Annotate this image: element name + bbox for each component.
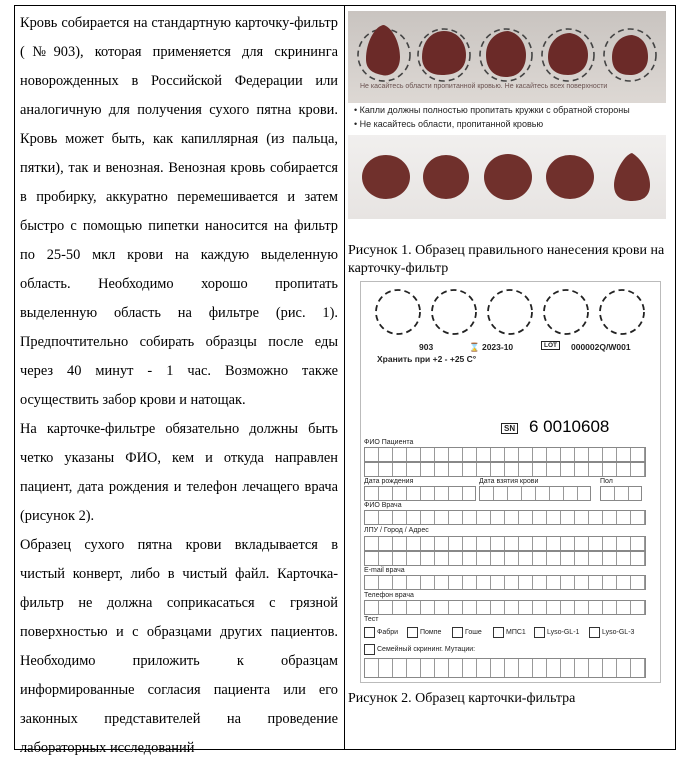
blood-drop <box>486 31 526 77</box>
photo-small-text: Не касайтесь области пропитанной кровью. Не касайтесь всех поверхности <box>360 83 608 90</box>
lot-number: 000002Q/W001 <box>571 342 631 352</box>
filter-card <box>360 281 661 683</box>
test-lyso-gl-3: Lyso-GL-3 <box>602 629 635 636</box>
sn-label: SN <box>501 423 518 434</box>
blood-drop <box>548 33 588 75</box>
label-test: Тест <box>364 616 379 623</box>
card-expiry: ⌛ 2023-10 <box>469 342 514 352</box>
lpu-boxes-2[interactable] <box>364 551 646 566</box>
checkbox-mps1[interactable] <box>493 627 504 638</box>
checkbox-gaucher[interactable] <box>452 627 463 638</box>
test-lyso-gl-1: Lyso-GL-1 <box>547 629 580 636</box>
content-table <box>14 5 676 756</box>
dashed-circle <box>488 290 532 334</box>
patient-boxes-2[interactable] <box>364 462 646 477</box>
blood-spot <box>614 153 650 201</box>
lot-label: LOT <box>541 341 560 350</box>
blood-drop <box>366 25 400 75</box>
card-code: 903 <box>419 342 434 352</box>
sample-date-boxes[interactable] <box>479 486 591 501</box>
test-pompe: Помпе <box>420 629 442 636</box>
blood-spot <box>546 155 594 199</box>
email-boxes[interactable] <box>364 575 646 590</box>
label-email: E-mail врача <box>364 567 405 574</box>
label-lpu: ЛПУ / Город / Адрес <box>364 527 429 534</box>
checkbox-family-screening[interactable] <box>364 644 375 655</box>
blood-spot-photo <box>348 11 666 219</box>
blood-spot <box>484 154 532 200</box>
checkbox-pompe[interactable] <box>407 627 418 638</box>
blood-drop <box>422 31 466 75</box>
test-mps1: МПС1 <box>506 629 526 636</box>
test-gaucher: Гоше <box>465 629 482 636</box>
blood-spot <box>362 155 410 199</box>
figure1-caption: Рисунок 1. Образец правильного нанесения крови на карточку-фильтр <box>348 243 665 276</box>
blood-spot <box>423 155 469 199</box>
storage-note: Хранить при +2 - +25 С° <box>377 354 477 364</box>
family-screening-label: Семейный скрининг. Мутации: <box>377 646 476 653</box>
doctor-boxes[interactable] <box>364 510 646 525</box>
bottom-blood-spots <box>348 135 666 219</box>
phone-boxes[interactable] <box>364 600 646 615</box>
dashed-circle <box>376 290 420 334</box>
hourglass-icon: ⌛ <box>469 342 480 352</box>
paragraph-packaging: Образец сухого пятна крови вкладывается в чистый конверт, либо в чистый файл. Карточка-фильтр не должна соприкасаться с грязной поверхностью и с образцами других пациентов. Необходимо приложить к образцам информированные согласия пациента или его законных представителей на проведение лабораторных исследований <box>20 537 338 756</box>
figure2-caption: Рисунок 2. Образец карточки-фильтра <box>348 691 576 706</box>
photo-bottom-strip <box>348 135 666 219</box>
label-sample-date: Дата взятия крови <box>479 478 539 485</box>
label-phone: Телефон врача <box>364 592 414 599</box>
checkbox-lyso-gl-3[interactable] <box>589 627 600 638</box>
birth-boxes[interactable] <box>364 486 476 501</box>
label-birth: Дата рождения <box>364 478 414 485</box>
patient-boxes[interactable] <box>364 447 646 462</box>
column-divider <box>344 6 345 749</box>
serial-number: 6 0010608 <box>529 417 610 436</box>
label-sex: Пол <box>600 478 613 485</box>
lpu-boxes[interactable] <box>364 536 646 551</box>
mutation-boxes[interactable] <box>364 658 646 678</box>
card-circles <box>361 282 660 342</box>
instructions-text <box>20 9 338 763</box>
test-fabry: Фабри <box>377 629 399 636</box>
photo-notes <box>348 103 666 135</box>
dashed-circle <box>600 290 644 334</box>
checkbox-fabry[interactable] <box>364 627 375 638</box>
dashed-circle <box>432 290 476 334</box>
dashed-circle <box>544 290 588 334</box>
paragraph-card-info: На карточке-фильтре обязательно должны быть четко указаны ФИО, кем и откуда направлен пациент, дата рождения и телефон лечащего врача (рисунок 2). <box>20 421 338 524</box>
checkbox-lyso-gl-1[interactable] <box>534 627 545 638</box>
label-patient: ФИО Пациента <box>364 439 414 446</box>
note-bullet: • Капли должны полностью пропитать кружки с обратной стороны <box>354 105 630 115</box>
label-doctor: ФИО Врача <box>364 502 402 509</box>
blood-drop <box>612 35 648 75</box>
paragraph-collection: Кровь собирается на стандартную карточку-фильтр (№903), которая применяется для скрининга новорожденных в Российской Федерации или аналогичную для получения сухого пятна крови. Кровь может быть, как капиллярная (из пальца, пятки), так и венозная. Венозная кровь собирается в пробирку, аккуратно перемешивается и затем быстро с помощью пипетки наносится на фильтр по 25-50 мкл крови на каждую выделенную область. Необходимо хорошо пропитать выделенную область на фильтре (рис. 1). Предпочтительно собирать образцы после еды через 40 минут - 1 час. Возможно также осуществить забор крови и натощак. <box>20 15 338 408</box>
sex-boxes[interactable] <box>600 486 642 501</box>
note-bullet: • Не касайтесь области, пропитанной кровью <box>354 119 544 129</box>
photo-top-strip <box>348 11 666 103</box>
